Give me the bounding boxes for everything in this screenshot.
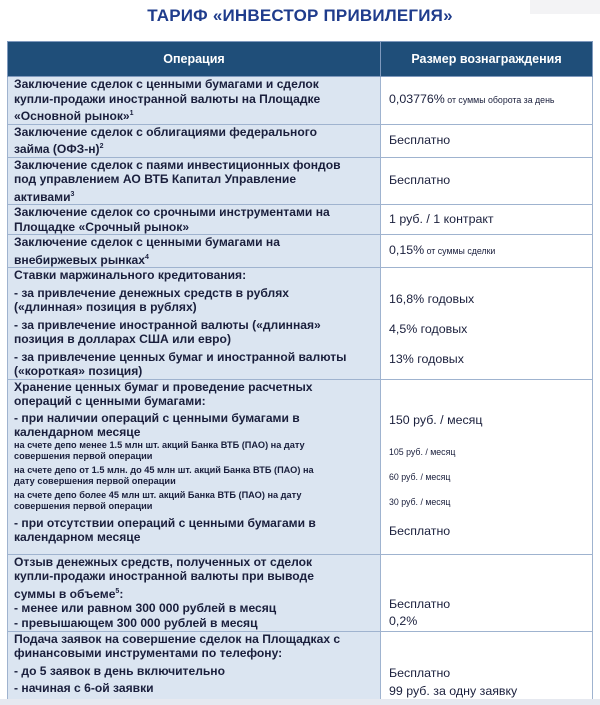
fee-value: 150 руб. / месяц [389,412,483,427]
tier-line: на счете депо от 1.5 млн. до 45 млн шт. акций Банка ВТБ (ПАО) на [14,464,314,475]
fee-value: 30 руб. / месяц [389,496,451,507]
fee-cell [381,157,593,205]
operation-line: календарном месяце [14,425,141,440]
operation-line: («длинная» позиция в рублях) [14,300,197,315]
page-title: ТАРИФ «ИНВЕСТОР ПРИВИЛЕГИЯ» [147,6,453,25]
operation-line: календарном месяце [14,530,141,545]
fee-cell [381,268,593,380]
footnote-mark: 5 [115,587,120,595]
operation-line: - до 5 заявок в день включительно [14,663,226,678]
section-title: Подача заявок на совершение сделок на Площадках с [14,631,341,646]
operation-line: Заключение сделок с ценными бумагами и сделок [14,77,319,91]
footnote-mark: 1 [129,110,134,117]
fee-suffix: от суммы сделки [424,246,496,257]
operation-line: позиция в долларах США или евро) [14,332,231,347]
operation-line: Заключение сделок с паями инвестиционных фондов [14,157,341,172]
fee-value: Бесплатно [389,665,451,680]
fee-value [381,92,592,108]
operation-line: Заключение сделок со срочными инструментами на [14,205,330,220]
operation-cell [8,631,381,699]
table-row [8,235,593,268]
fee-value: 13% годовых [389,352,464,367]
section-title: купли-продажи иностранной валюты при выводе [14,569,314,584]
operation-line: купли-продажи иностранной валюты на Площадке [14,91,321,106]
operation-text: «Основной рынок» [14,109,130,124]
tier-line: дату совершения первой операции [14,476,176,487]
operation-line [8,187,380,205]
operation-cell [8,124,381,157]
operation-cell [8,268,381,380]
table-row [8,157,593,205]
fee-value: 105 руб. / месяц [389,446,456,457]
operation-cell [8,379,381,554]
table-row [8,124,593,157]
fee-suffix: от суммы оборота за день [444,95,555,106]
operation-line: - за привлечение денежных средств в рублях [14,285,289,300]
fee-value: 1 руб. / 1 контракт [389,212,494,227]
operation-line [8,139,380,157]
fee-value: 16,8% годовых [389,292,475,307]
operation-line: - менее или равном 300 000 рублей в месяц [14,601,277,616]
fee-cell [381,554,593,631]
section-title: Хранение ценных бумаг и проведение расчетных [14,379,313,394]
section-title-text: суммы в объеме [14,586,116,601]
fee-value: 0,2% [389,613,418,628]
fee-value: Бесплатно [389,523,451,538]
operation-text: займа (ОФЗ-н) [14,142,100,157]
operation-line: Заключение сделок с ценными бумагами на [14,235,280,250]
fee-cell [381,77,593,125]
operation-line: Заключение сделок с облигациями федерального [14,124,318,139]
operation-text: внебиржевых рынках [14,252,145,267]
column-header-fee: Размер вознаграждения [381,42,593,77]
fee-cell [381,124,593,157]
tier-line: на счете депо менее 1.5 млн шт. акций Банка ВТБ (ПАО) на дату [14,439,305,450]
column-header-operation: Операция [8,42,381,77]
fee-value: Бесплатно [389,173,451,188]
fee-main: 0,03776% [389,92,445,107]
table-row [8,379,593,554]
section-title: операций с ценными бумагами: [14,394,206,409]
table-header-row [8,42,593,77]
bottom-edge-strip [0,699,600,705]
section-title: Отзыв денежных средств, полученных от сделок [14,554,313,569]
operation-line: («короткая» позиция) [14,364,143,379]
operation-line: Площадке «Срочный рынок» [14,219,190,234]
operation-cell [8,554,381,631]
footnote-mark: 4 [144,253,149,261]
operation-line: под управлением АО ВТБ Капитал Управление [14,172,297,187]
section-title: Ставки маржинального кредитования: [14,268,247,283]
tier-line: на счете депо более 45 млн шт. акций Банка ВТБ (ПАО) на дату [14,489,302,500]
fee-value: Бесплатно [389,133,451,148]
section-title: финансовыми инструментами по телефону: [14,646,283,661]
operation-cell [8,77,381,125]
operation-cell [8,235,381,268]
operation-line: - при наличии операций с ценными бумагами в [14,410,300,425]
tariff-table-wrapper [7,41,592,700]
section-title-end: : [119,586,124,601]
operation-line: - начиная с 6-ой заявки [14,681,154,696]
table-row [8,554,593,631]
fee-cell [381,631,593,699]
tariff-table [7,41,593,700]
fee-value [381,243,592,259]
operation-line [8,250,380,268]
fee-value: 99 руб. за одну заявку [389,683,518,698]
fee-value: 60 руб. / месяц [389,471,451,482]
tier-line: совершения первой операции [14,451,153,462]
section-title [8,584,380,602]
footnote-mark: 2 [99,143,104,151]
tier-line: совершения первой операции [14,501,153,512]
fee-cell [381,205,593,235]
operation-line [8,106,380,124]
operation-text: активами [14,189,71,204]
fee-value: Бесплатно [389,596,451,611]
operation-line: - за привлечение ценных бумаг и иностранной валюты [14,349,347,364]
table-row [8,77,593,125]
operation-cell [8,157,381,205]
fee-main: 0,15% [389,243,425,258]
operation-cell [8,205,381,235]
operation-line: - за привлечение иностранной валюты («длинная» [14,317,321,332]
table-row [8,631,593,699]
operation-line: - при отсутствии операций с ценными бумагами в [14,515,316,530]
table-row [8,205,593,235]
table-row [8,268,593,380]
operation-line: - превышающем 300 000 рублей в месяц [14,615,258,630]
footnote-mark: 3 [70,190,75,198]
fee-cell [381,235,593,268]
fee-cell [381,379,593,554]
fee-value: 4,5% годовых [389,322,468,337]
